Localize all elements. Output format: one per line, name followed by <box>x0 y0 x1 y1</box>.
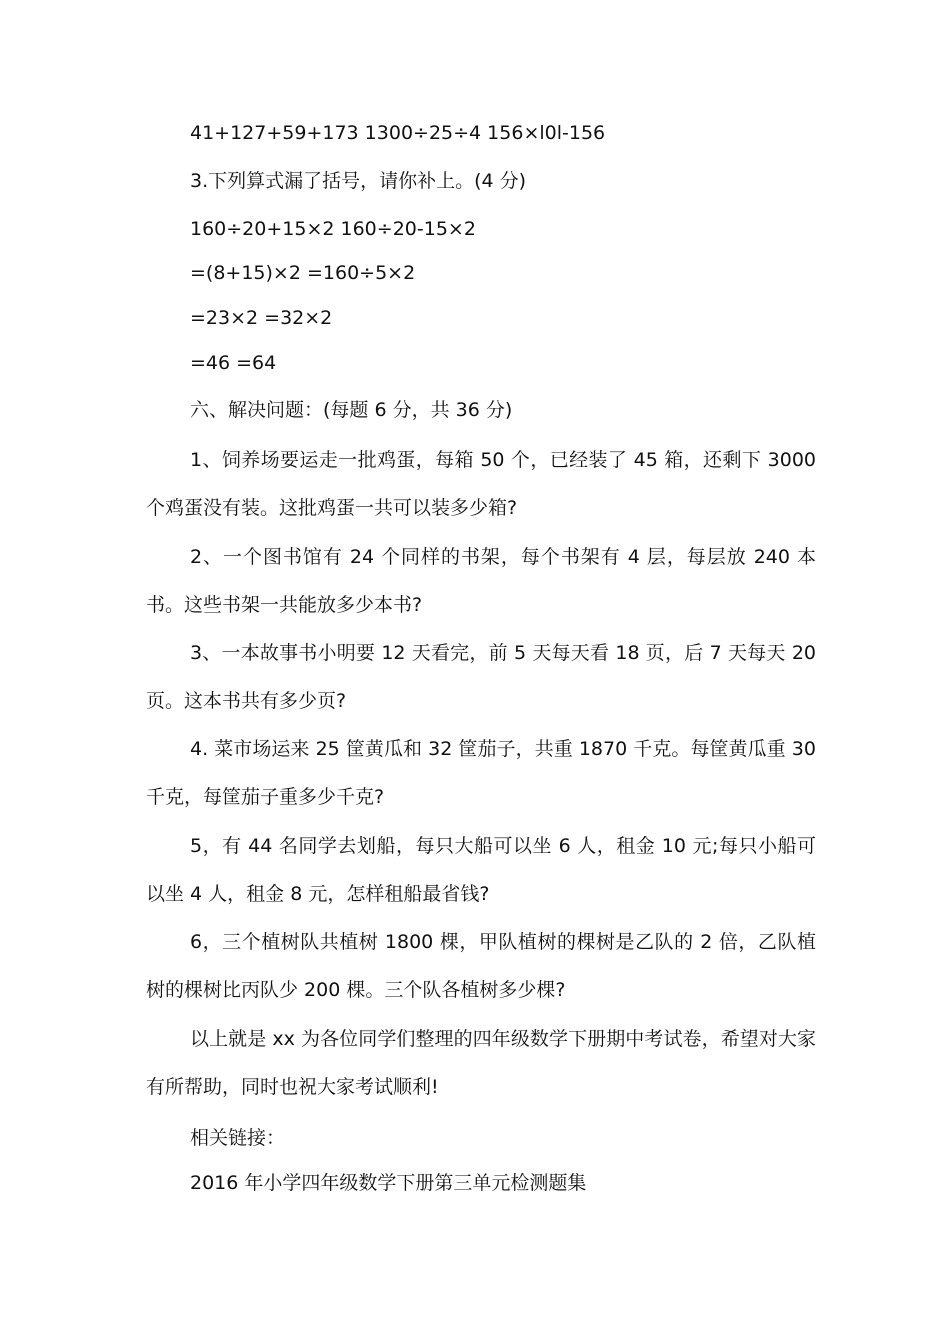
section-3-heading: 3.下列算式漏了括号，请你补上。(4 分) <box>190 170 527 192</box>
calc-line-3: =(8+15)×2 =160÷5×2 <box>190 262 416 284</box>
calc-line-5: =46 =64 <box>190 352 277 374</box>
problem-2: 2、一个图书馆有 24 个同样的书架，每个书架有 4 层，每层放 240 本书。这些书架一共能放多少本书? <box>146 546 816 616</box>
calc-line-4: =23×2 =32×2 <box>190 307 333 329</box>
problem-3: 3、一本故事书小明要 12 天看完，前 5 天每天看 18 页，后 7 天每天 20 页。这本书共有多少页? <box>146 642 816 712</box>
calc-line-2: 160÷20+15×2 160÷20-15×2 <box>190 218 476 240</box>
related-label: 相关链接： <box>190 1127 286 1149</box>
related-link[interactable]: 2016 年小学四年级数学下册第三单元检测题集 <box>190 1172 587 1194</box>
problem-5: 5，有 44 名同学去划船，每只大船可以坐 6 人，租金 10 元;每只小船可以坐 4 人，租金 8 元，怎样租船最省钱? <box>146 835 816 905</box>
problem-6: 6，三个植树队共植树 1800 棵，甲队植树的棵树是乙队的 2 倍，乙队植树的棵树比丙队少 200 棵。三个队各植树多少棵? <box>146 931 816 1001</box>
calc-line-1: 41+127+59+173 1300÷25÷4 156×l0l-156 <box>190 122 606 144</box>
problem-1: 1、饲养场要运走一批鸡蛋，每箱 50 个，已经装了 45 箱，还剩下 3000 个鸡蛋没有装。这批鸡蛋一共可以装多少箱? <box>146 449 816 519</box>
closing-paragraph: 以上就是 xx 为各位同学们整理的四年级数学下册期中考试卷，希望对大家有所帮助，同时也祝大家考试顺利! <box>146 1028 816 1098</box>
section-6-heading: 六、解决问题：(每题 6 分，共 36 分) <box>190 399 513 421</box>
problem-4: 4. 菜市场运来 25 筐黄瓜和 32 筐茄子，共重 1870 千克。每筐黄瓜重 30 千克，每筐茄子重多少千克? <box>146 738 816 808</box>
